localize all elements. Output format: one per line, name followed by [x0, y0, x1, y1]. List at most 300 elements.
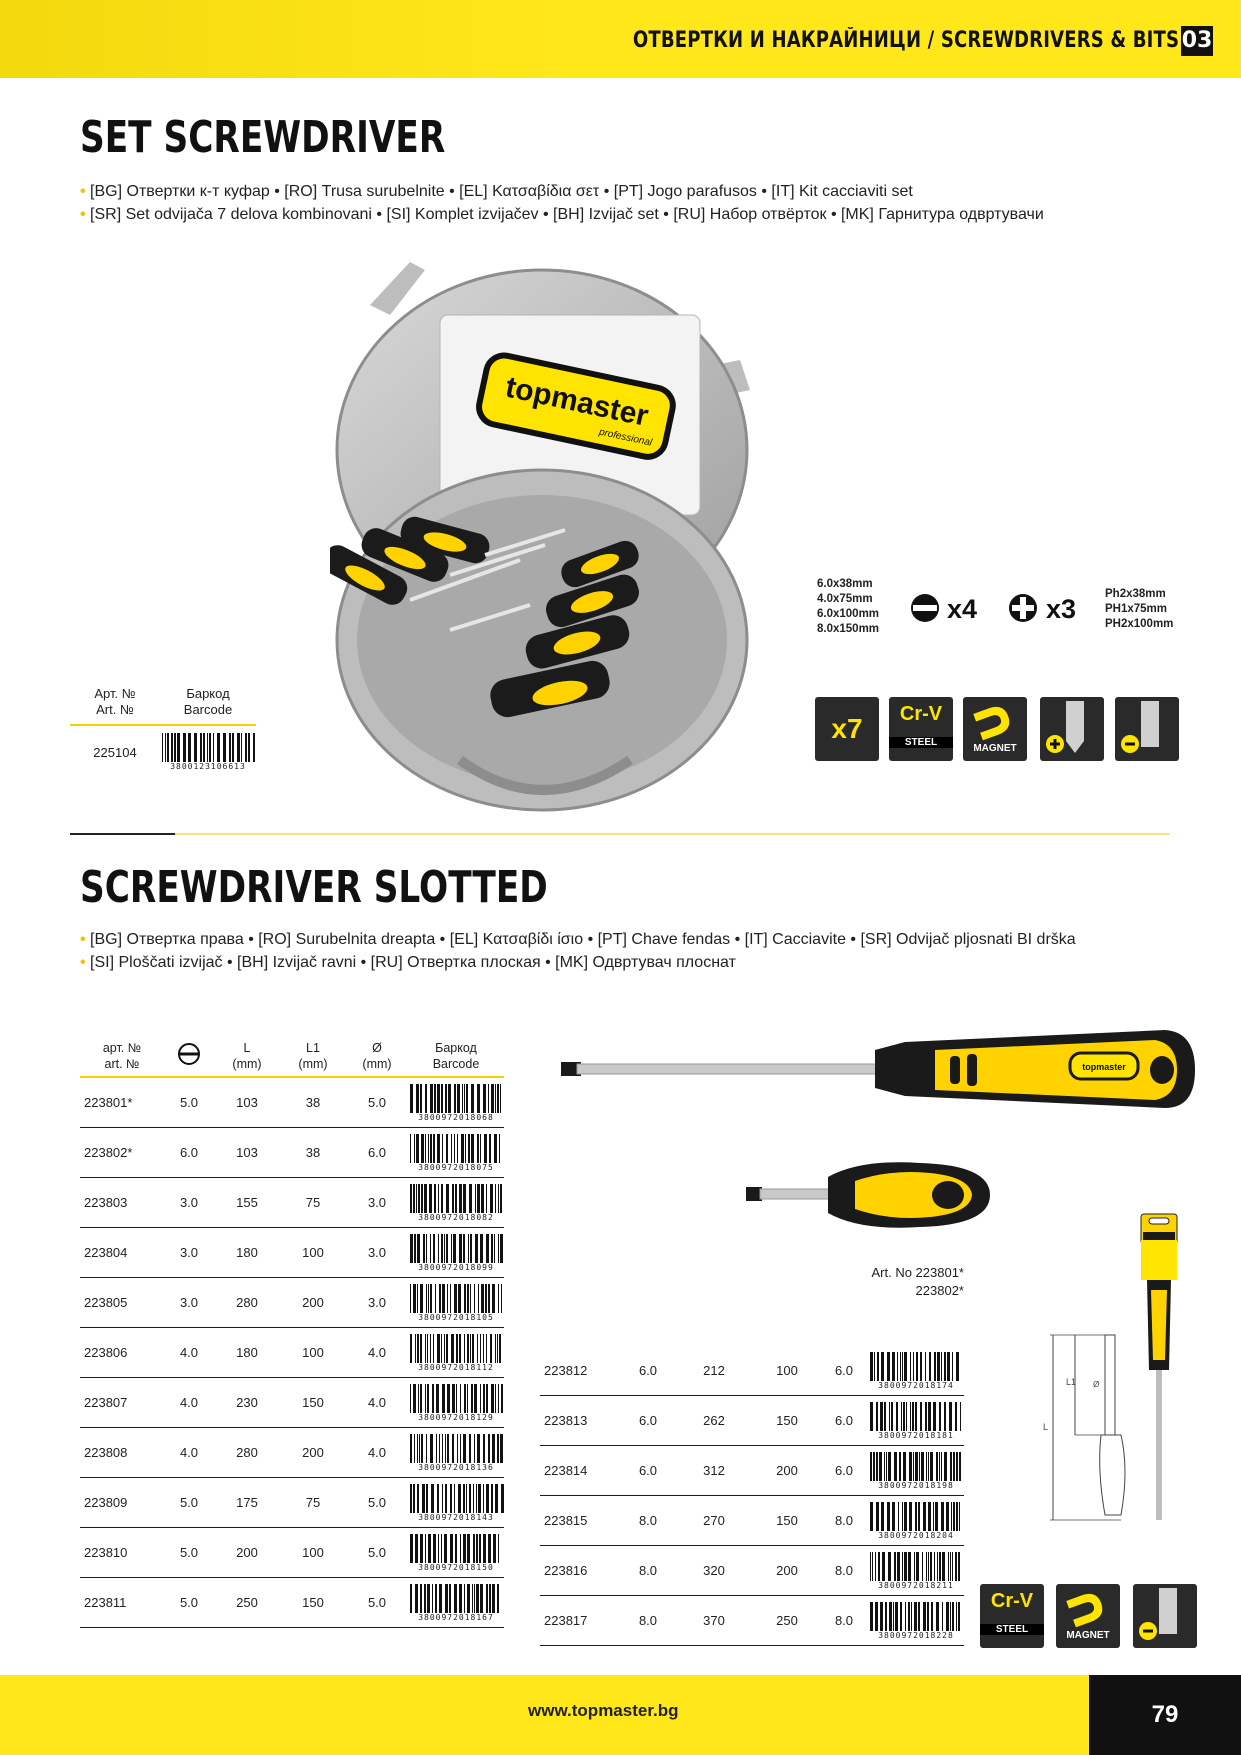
barcode-bar — [951, 1502, 952, 1532]
barcode-bar — [416, 1184, 417, 1214]
barcode-bar — [413, 1484, 415, 1514]
barcode-bar — [956, 1502, 958, 1532]
barcode-bar — [433, 1534, 436, 1564]
slotted-bit-icon — [1115, 697, 1179, 761]
barcode-bar — [928, 1402, 931, 1432]
length-l: 262 — [674, 1396, 754, 1446]
length-l: 250 — [214, 1578, 280, 1628]
barcode-bar — [958, 1602, 960, 1632]
page-number: 79 — [1089, 1675, 1241, 1755]
barcode-bar — [437, 1484, 439, 1514]
barcode-bar — [946, 1502, 949, 1532]
barcode-bar — [433, 1234, 435, 1264]
table-row — [80, 1428, 504, 1478]
barcode-bar — [915, 1502, 917, 1532]
col-art: арт. № art. № — [80, 1040, 164, 1077]
table-row — [80, 1478, 504, 1528]
length-l1: 200 — [280, 1428, 346, 1478]
barcode-bar — [433, 1334, 434, 1364]
barcode-bar — [897, 1552, 900, 1582]
barcode-cell — [408, 1178, 504, 1228]
barcode-bar — [174, 733, 176, 763]
section-number: 03 — [1181, 26, 1213, 56]
barcode-bar — [903, 1402, 905, 1432]
barcode-bar — [237, 733, 240, 763]
barcode-bar — [459, 1584, 462, 1614]
barcode-bar — [416, 1134, 419, 1164]
slotted-bit-icon — [1133, 1584, 1197, 1648]
barcode-bar — [414, 1434, 415, 1464]
barcode-bar — [485, 1284, 487, 1314]
length-l: 200 — [214, 1528, 280, 1578]
barcode-bar — [944, 1452, 947, 1482]
length-l: 270 — [674, 1496, 754, 1546]
barcode-bar — [904, 1352, 907, 1382]
article-number: 223806 — [80, 1328, 164, 1378]
barcode-bar — [478, 1484, 481, 1514]
barcode-cell — [408, 1528, 504, 1578]
barcode-bar — [916, 1552, 919, 1582]
barcode-bar — [488, 1434, 490, 1464]
article-number: 223814 — [540, 1446, 622, 1496]
slotted-title: SCREWDRIVER SLOTTED — [80, 862, 548, 913]
barcode-bar — [456, 1384, 457, 1414]
barcode-bar — [463, 1184, 466, 1214]
article-number: 223802* — [80, 1128, 164, 1178]
barcode-bar — [941, 1502, 944, 1532]
barcode-bar — [434, 1184, 436, 1214]
length-l: 312 — [674, 1446, 754, 1496]
barcode-bar — [477, 1334, 478, 1364]
barcode-bar — [481, 1284, 484, 1314]
diameter: 5.0 — [346, 1528, 408, 1578]
size-item: 6.0x100mm — [817, 608, 880, 620]
barcode: 3800972018105 — [408, 1284, 504, 1322]
barcode-bar — [456, 1334, 458, 1364]
barcode-bar — [434, 1084, 436, 1114]
barcode-bar — [477, 1434, 480, 1464]
magnet-badge: MAGNET — [963, 697, 1027, 761]
barcode-bar — [460, 1534, 461, 1564]
barcode-bar — [171, 733, 173, 763]
barcode-bar — [438, 1234, 439, 1264]
barcode-bar — [474, 1434, 475, 1464]
barcode-bar — [442, 1434, 443, 1464]
barcode-bar — [884, 1402, 886, 1432]
barcode-bar — [909, 1452, 912, 1482]
barcode-bar — [415, 1334, 416, 1364]
barcode-bar — [410, 1484, 412, 1514]
barcode-bar — [892, 1352, 895, 1382]
barcode-bar — [469, 1184, 472, 1214]
barcode-bar — [921, 1452, 924, 1482]
slotted-sizes — [817, 577, 879, 637]
barcode-bar — [934, 1352, 936, 1382]
barcode-bar — [439, 1284, 441, 1314]
barcode-bar — [467, 1384, 468, 1414]
phillips-tip-icon — [1008, 593, 1038, 623]
barcode-bar — [466, 1484, 467, 1514]
barcode-bar — [480, 1234, 483, 1264]
barcode-bar — [881, 1502, 884, 1532]
barcode-bar — [444, 1534, 447, 1564]
barcode-bar — [467, 1584, 470, 1614]
diameter: 4.0 — [346, 1428, 408, 1478]
barcode-bar — [414, 1234, 416, 1264]
section-divider-yellow — [175, 833, 1170, 835]
barcode-bar — [926, 1552, 927, 1582]
article-number: 223816 — [540, 1546, 622, 1596]
barcode-bar — [908, 1552, 911, 1582]
barcode: 3800972018068 — [408, 1084, 504, 1122]
barcode-bar — [469, 1484, 471, 1514]
barcode-bar — [427, 1584, 430, 1614]
barcode-bar — [449, 1584, 451, 1614]
barcode-bar — [253, 733, 255, 763]
barcode-bar — [889, 1402, 890, 1432]
barcode-bar — [430, 1234, 431, 1264]
screwdriver-case-image — [330, 260, 755, 815]
count-badge: x7 — [815, 697, 879, 761]
barcode-bar — [494, 1134, 497, 1164]
barcode-cell — [868, 1446, 964, 1496]
article-number: 223803 — [80, 1178, 164, 1228]
footer-band — [0, 1675, 1241, 1755]
length-l1: 100 — [280, 1228, 346, 1278]
barcode-bar — [413, 1184, 415, 1214]
barcode: 3800972018198 — [868, 1452, 964, 1490]
length-l: 103 — [214, 1077, 280, 1128]
barcode-cell — [868, 1346, 964, 1396]
barcode-bar — [875, 1602, 878, 1632]
barcode-bar — [876, 1402, 878, 1432]
barcode-bar — [888, 1552, 891, 1582]
set-article-table — [70, 686, 256, 778]
barcode-bar — [913, 1352, 914, 1382]
barcode-bar — [906, 1402, 907, 1432]
barcode-bar — [878, 1552, 880, 1582]
barcode-bar — [876, 1452, 878, 1482]
barcode-bar — [428, 1534, 431, 1564]
barcode-cell — [408, 1128, 504, 1178]
dimension-diagram — [1035, 1330, 1145, 1530]
barcode-bar — [955, 1552, 957, 1582]
barcode-bar — [923, 1502, 926, 1532]
barcode-cell — [408, 1478, 504, 1528]
table-row — [80, 1128, 504, 1178]
barcode-bar — [493, 1534, 496, 1564]
barcode-bar — [928, 1552, 929, 1582]
tip-width: 6.0 — [622, 1446, 674, 1496]
barcode: 3800972018075 — [408, 1134, 504, 1172]
barcode-cell — [408, 1228, 504, 1278]
barcode-bar — [437, 1134, 440, 1164]
barcode-bar — [426, 1434, 427, 1464]
barcode-bar — [431, 1484, 434, 1514]
barcode-bar — [463, 1534, 466, 1564]
barcode-bar — [912, 1402, 914, 1432]
barcode-bar — [891, 1402, 893, 1432]
barcode-bar — [894, 1452, 897, 1482]
barcode-bar — [425, 1534, 426, 1564]
diameter: 4.0 — [346, 1328, 408, 1378]
barcode-bar — [209, 733, 211, 763]
barcode-bar — [905, 1602, 906, 1632]
barcode-bar — [441, 1534, 442, 1564]
col-diameter: Ø (mm) — [346, 1040, 408, 1077]
barcode-bar — [430, 1334, 431, 1364]
barcode-bar — [410, 1434, 412, 1464]
barcode: 3800972018082 — [408, 1184, 504, 1222]
table-row — [540, 1346, 964, 1396]
barcode-bar — [464, 1334, 465, 1364]
barcode-bar — [457, 1084, 460, 1114]
barcode-bar — [881, 1352, 884, 1382]
barcode-bar — [934, 1552, 935, 1582]
website-link[interactable]: www.topmaster.bg — [528, 1701, 679, 1720]
diameter: 8.0 — [820, 1546, 868, 1596]
barcode-bar — [476, 1584, 479, 1614]
barcode-bar — [241, 733, 242, 763]
set-title: SET SCREWDRIVER — [80, 112, 446, 163]
barcode-bar — [421, 1184, 423, 1214]
diameter: 5.0 — [346, 1478, 408, 1528]
barcode-bar — [423, 1234, 425, 1264]
barcode-bar — [952, 1602, 954, 1632]
length-l: 230 — [214, 1378, 280, 1428]
phillips-sizes — [1105, 587, 1173, 632]
barcode-bar — [490, 1334, 492, 1364]
barcode-bar — [887, 1502, 890, 1532]
barcode-bar — [445, 1584, 448, 1614]
barcode-bar — [922, 1552, 923, 1582]
table-row — [80, 1328, 504, 1378]
barcode-bar — [488, 1084, 489, 1114]
tip-width: 3.0 — [164, 1278, 214, 1328]
barcode-cell — [868, 1396, 964, 1446]
barcode-bar — [879, 1452, 882, 1482]
article-number: 223804 — [80, 1228, 164, 1278]
barcode-bar — [410, 1084, 413, 1114]
table-header-row — [80, 1040, 504, 1077]
barcode-bar — [897, 1352, 898, 1382]
barcode-bar — [896, 1402, 898, 1432]
barcode-bar — [457, 1434, 458, 1464]
barcode-bar — [194, 733, 197, 763]
barcode-bar — [470, 1284, 471, 1314]
phillips-bit-badge — [1040, 697, 1104, 761]
barcode-bar — [480, 1334, 481, 1364]
tip-width: 8.0 — [622, 1546, 674, 1596]
diameter: 3.0 — [346, 1278, 408, 1328]
barcode-bar — [947, 1352, 950, 1382]
barcode-bar — [464, 1584, 465, 1614]
barcode-bar — [473, 1484, 474, 1514]
length-l: 370 — [674, 1596, 754, 1646]
tip-width: 3.0 — [164, 1178, 214, 1228]
barcode-bar — [447, 1384, 450, 1414]
table-row — [80, 1228, 504, 1278]
barcode-bar — [477, 1134, 479, 1164]
barcode-bar — [462, 1084, 463, 1114]
barcode-bar — [903, 1452, 906, 1482]
col-l: L (mm) — [214, 1040, 280, 1077]
length-l: 155 — [214, 1178, 280, 1228]
barcode-bar — [500, 1434, 503, 1464]
barcode-bar — [425, 1334, 426, 1364]
table-row — [540, 1396, 964, 1446]
barcode-bar — [886, 1452, 887, 1482]
barcode-bar — [452, 1184, 454, 1214]
barcode-bar — [217, 733, 220, 763]
slotted-spec-table-right — [540, 1346, 964, 1646]
col-barcode: Баркод Barcode — [408, 1040, 504, 1077]
barcode-bar — [420, 1284, 423, 1314]
barcode-bar — [438, 1534, 439, 1564]
barcode-bar — [500, 1084, 501, 1114]
length-l1: 38 — [280, 1077, 346, 1128]
article-number: 223808 — [80, 1428, 164, 1478]
barcode-bar — [450, 1284, 451, 1314]
barcode-bar — [424, 1184, 427, 1214]
barcode-bar — [908, 1602, 910, 1632]
barcode-bar — [958, 1552, 960, 1582]
barcode-bar — [491, 1084, 494, 1114]
tip-width: 5.0 — [164, 1077, 214, 1128]
barcode-bar — [447, 1284, 448, 1314]
barcode-bar — [956, 1352, 959, 1382]
barcode-bar — [203, 733, 205, 763]
article-number: 223810 — [80, 1528, 164, 1578]
barcode-bar — [929, 1352, 931, 1382]
article-number: 223801* — [80, 1077, 164, 1128]
tip-width: 8.0 — [622, 1596, 674, 1646]
size-item: 4.0x75mm — [817, 593, 873, 605]
barcode-cell — [868, 1496, 964, 1546]
diameter: 6.0 — [820, 1446, 868, 1496]
barcode-bar — [902, 1502, 903, 1532]
barcode-bar — [918, 1602, 920, 1632]
slotted-count: x4 — [947, 594, 978, 624]
barcode-bar — [873, 1452, 875, 1482]
length-l: 280 — [214, 1428, 280, 1478]
barcode-bar — [454, 1134, 455, 1164]
barcode-bar — [952, 1352, 953, 1382]
barcode-bar — [437, 1334, 440, 1364]
barcode-bar — [949, 1402, 952, 1432]
length-l1: 38 — [280, 1128, 346, 1178]
barcode-bar — [432, 1384, 434, 1414]
diameter: 6.0 — [820, 1396, 868, 1446]
barcode-bar — [445, 1484, 447, 1514]
barcode-bar — [489, 1584, 491, 1614]
barcode-bar — [410, 1334, 412, 1364]
length-l1: 150 — [280, 1378, 346, 1428]
barcode-bar — [435, 1284, 436, 1314]
barcode-bar — [944, 1402, 946, 1432]
barcode-bar — [941, 1452, 942, 1482]
table-row — [540, 1446, 964, 1496]
length-l: 180 — [214, 1328, 280, 1378]
barcode-bar — [454, 1484, 455, 1514]
length-l1: 150 — [754, 1396, 820, 1446]
table-row — [80, 1278, 504, 1328]
barcode-bar — [479, 1534, 481, 1564]
table-row — [540, 1496, 964, 1546]
barcode-bar — [415, 1584, 418, 1614]
barcode-bar — [442, 1484, 443, 1514]
barcode-bar — [931, 1602, 933, 1632]
col-art-en: Art. № — [96, 702, 134, 717]
svg-text:topmaster: topmaster — [502, 370, 652, 433]
barcode-bar — [425, 1134, 426, 1164]
barcode-bar — [414, 1134, 415, 1164]
barcode-bar — [492, 1284, 495, 1314]
barcode-bar — [492, 1434, 495, 1464]
barcode-bar — [475, 1184, 476, 1214]
size-item: PH2x100mm — [1105, 618, 1174, 630]
barcode-bar — [458, 1484, 461, 1514]
barcode-bar — [415, 1534, 418, 1564]
barcode-bar — [471, 1084, 474, 1114]
barcode-bar — [446, 1334, 448, 1364]
article-number: 223805 — [80, 1278, 164, 1328]
barcode: 3800972018211 — [868, 1552, 964, 1590]
barcode-bar — [432, 1584, 433, 1614]
length-l: 320 — [674, 1546, 754, 1596]
barcode-bar — [459, 1334, 461, 1364]
barcode-bar — [498, 1184, 499, 1214]
barcode-bar — [483, 1534, 486, 1564]
barcode-cell — [408, 1378, 504, 1428]
barcode-bar — [419, 1434, 420, 1464]
barcode-bar — [416, 1084, 419, 1114]
barcode-bar — [445, 1084, 447, 1114]
barcode-bar — [418, 1384, 419, 1414]
barcode-bar — [495, 1384, 496, 1414]
barcode-bar — [465, 1134, 466, 1164]
barcode-bar — [417, 1234, 420, 1264]
barcode-bar — [892, 1502, 895, 1532]
slotted-langs-line1: [BG] Отвертка права • [RO] Surubelnita dreapta • [EL] Κατσαβίδι ίσιο • [PT] Chave fendas • [IT] Cacciavite • [SR] Odvijač pljosnati BI drška — [90, 931, 1076, 948]
barcode-bar — [904, 1552, 907, 1582]
barcode-bar — [425, 1384, 426, 1414]
barcode-bar — [495, 1184, 496, 1214]
barcode-bar — [900, 1602, 902, 1632]
barcode-bar — [915, 1452, 918, 1482]
length-l1: 100 — [280, 1328, 346, 1378]
barcode-bar — [483, 1084, 486, 1114]
tip-width: 4.0 — [164, 1378, 214, 1428]
barcode-bar — [500, 1184, 502, 1214]
barcode-bar — [428, 1284, 429, 1314]
table-row — [80, 1077, 504, 1128]
barcode: 3800972018099 — [408, 1234, 504, 1272]
barcode-bar — [920, 1402, 922, 1432]
barcode-bar — [500, 1234, 503, 1264]
barcode-bar — [870, 1402, 873, 1432]
barcode: 3800972018129 — [408, 1384, 504, 1422]
barcode-bar — [909, 1502, 912, 1532]
barcode-bar — [467, 1284, 469, 1314]
barcode-bar — [455, 1534, 457, 1564]
barcode-bar — [898, 1502, 899, 1532]
crv-steel-badge: Cr-V STEEL — [980, 1584, 1044, 1648]
barcode-bar — [427, 1334, 428, 1364]
diameter: 6.0 — [346, 1128, 408, 1178]
barcode-bar — [902, 1552, 903, 1582]
barcode-bar — [483, 1434, 485, 1464]
